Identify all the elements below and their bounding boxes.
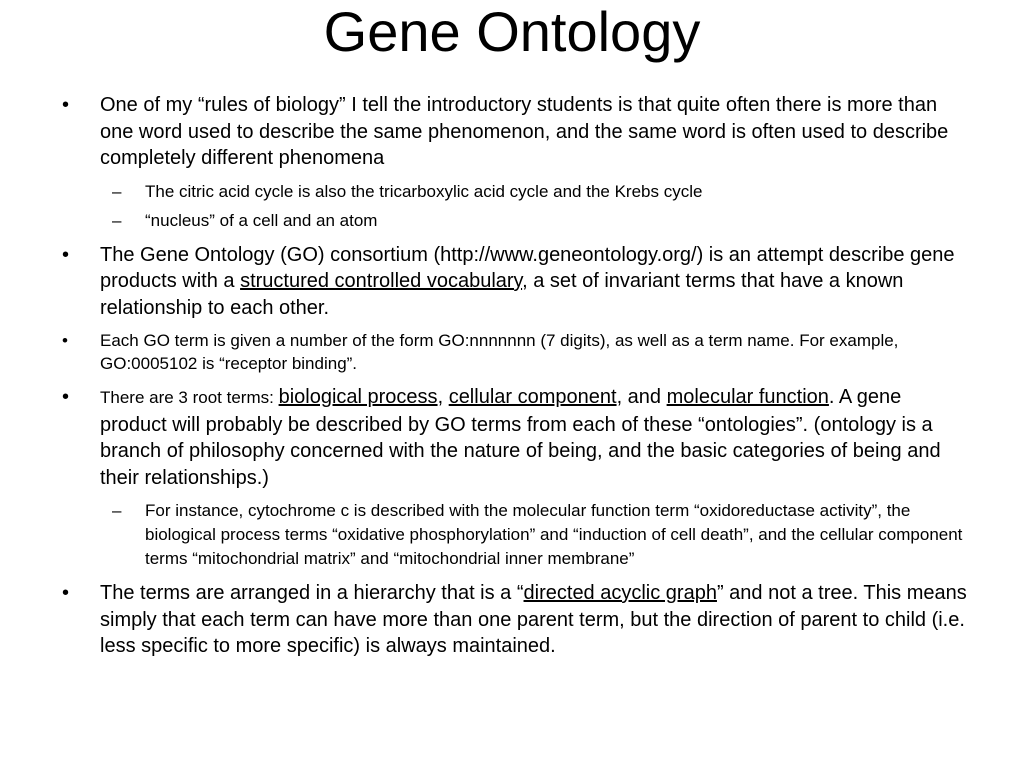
link-structured-controlled-vocabulary[interactable]: structured controlled vocabulary [240, 270, 523, 292]
bullet-rules-of-biology [56, 92, 968, 172]
separator-text: , [437, 386, 449, 408]
bullet-hierarchy [56, 580, 968, 660]
bullet-dot-icon: • [62, 582, 70, 604]
bullet-dot-icon: • [62, 94, 70, 116]
bullet-text: One of my “rules of biology” I tell the introductory students is that quite often there is more than one word used to describe the same phenomenon, and the same word is often used to describe completely different phenomena [100, 94, 949, 169]
dash-icon: – [112, 210, 122, 230]
slide-title: Gene Ontology [323, 0, 701, 63]
sub-bullet-cytochrome-c [56, 499, 968, 571]
link-directed-acyclic-graph[interactable]: directed acyclic graph [523, 582, 717, 604]
sub-bullet-citric-acid [56, 180, 968, 204]
sub-bullet-text: The citric acid cycle is also the tricarboxylic acid cycle and the Krebs cycle [145, 181, 703, 201]
sub-bullet-text: For instance, cytochrome c is described with the molecular function term “oxidoreductase activity”, the biological process terms “oxidative phosphorylation” and “induction of cell death”, and the cellular component terms “mitochondrial matrix” and “mitochondrial inner membrane” [145, 501, 963, 568]
bullet-text-lead: There are 3 root terms: [100, 388, 279, 407]
bullet-text-post: , a set of invariant terms that have a known relationship to each other. [100, 270, 904, 319]
bullet-go-term-number [56, 329, 968, 375]
bullet-dot-icon: • [62, 243, 70, 266]
link-molecular-function[interactable]: molecular function [666, 386, 829, 408]
bullet-go-consortium [56, 242, 968, 322]
bullet-dot-icon: • [62, 386, 70, 408]
sub-bullet-nucleus [56, 209, 968, 233]
dash-icon: – [112, 181, 122, 201]
bullet-root-terms [56, 384, 968, 491]
link-cellular-component[interactable]: cellular component [448, 386, 617, 408]
bullet-text-post: ” and not a tree. This means simply that each term can have more than one parent term, but the direction of parent to child (i.e. less specific to more specific) is always maintained. [100, 582, 967, 657]
separator-text: , and [616, 386, 667, 408]
bullet-text-pre: The terms are arranged in a hierarchy that is a “ [100, 582, 524, 604]
bullet-text: Each GO term is given a number of the form GO:nnnnnnn (7 digits), as well as a term name. For example, GO:0005102 is “receptor binding”. [100, 331, 899, 373]
bullet-text-pre: The Gene Ontology (GO) consortium (http://www.geneontology.org/) is an attempt describe gene products with a [100, 243, 955, 292]
bullet-dot-icon: • [62, 331, 68, 350]
link-biological-process[interactable]: biological process [278, 386, 438, 408]
bullet-text-post: . A gene product will probably be described by GO terms from each of these “ontologies”. (ontology is a branch of philosophy concerned with the nature of being, and the basic categories of being and their relationships.) [100, 386, 941, 489]
sub-bullet-text: “nucleus” of a cell and an atom [145, 210, 378, 230]
dash-icon: – [112, 501, 122, 520]
slide-body [56, 92, 968, 668]
